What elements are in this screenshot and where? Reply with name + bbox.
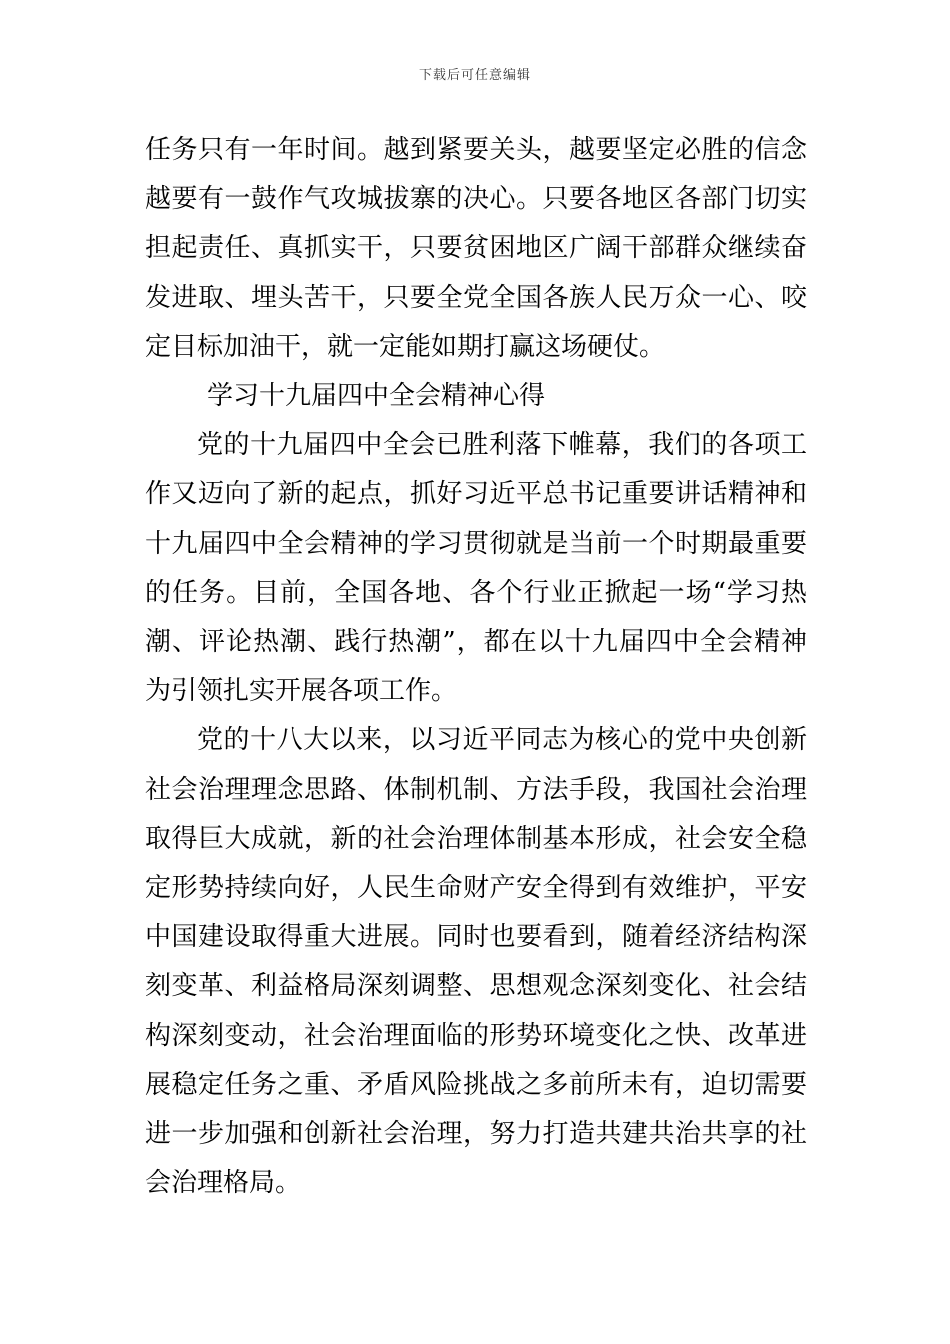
section-title: 学习十九届四中全会精神心得 xyxy=(207,381,546,412)
paragraph: 党的十九届四中全会已胜利落下帷幕，我们的各项工作又迈向了新的起点，抓好习近平总书记重要讲话精神和十九届四中全会精神的学习贯彻就是当前一个时期最重要的任务。目前，全国各地、各个行业正掀起一场“学习热潮、评论热潮、践行热潮”，都在以十九届四中全会精神为引领扎实开展各项工作。 xyxy=(145,430,807,707)
page-header: 下载后可任意编辑 xyxy=(418,68,531,83)
document-body xyxy=(145,126,807,1208)
paragraph-continuation: 任务只有一年时间。越到紧要关头，越要坚定必胜的信念越要有一鼓作气攻城拔寨的决心。只要各地区各部门切实担起责任、真抓实干，只要贫困地区广阔干部群众继续奋发进取、埋头苦干，只要全党全国各族人民万众一心、咬定目标加油干，就一定能如期打赢这场硬仗。 xyxy=(145,135,807,362)
paragraph: 党的十八大以来，以习近平同志为核心的党中央创新社会治理理念思路、体制机制、方法手段，我国社会治理取得巨大成就，新的社会治理体制基本形成，社会安全稳定形势持续向好，人民生命财产安全得到有效维护，平安中国建设取得重大进展。同时也要看到，随着经济结构深刻变革、利益格局深刻调整、思想观念深刻变化、社会结构深刻变动，社会治理面临的形势环境变化之快、改革进展稳定任务之重、矛盾风险挑战之多前所未有，迫切需要进一步加强和创新社会治理，努力打造共建共治共享的社会治理格局。 xyxy=(145,725,807,1199)
